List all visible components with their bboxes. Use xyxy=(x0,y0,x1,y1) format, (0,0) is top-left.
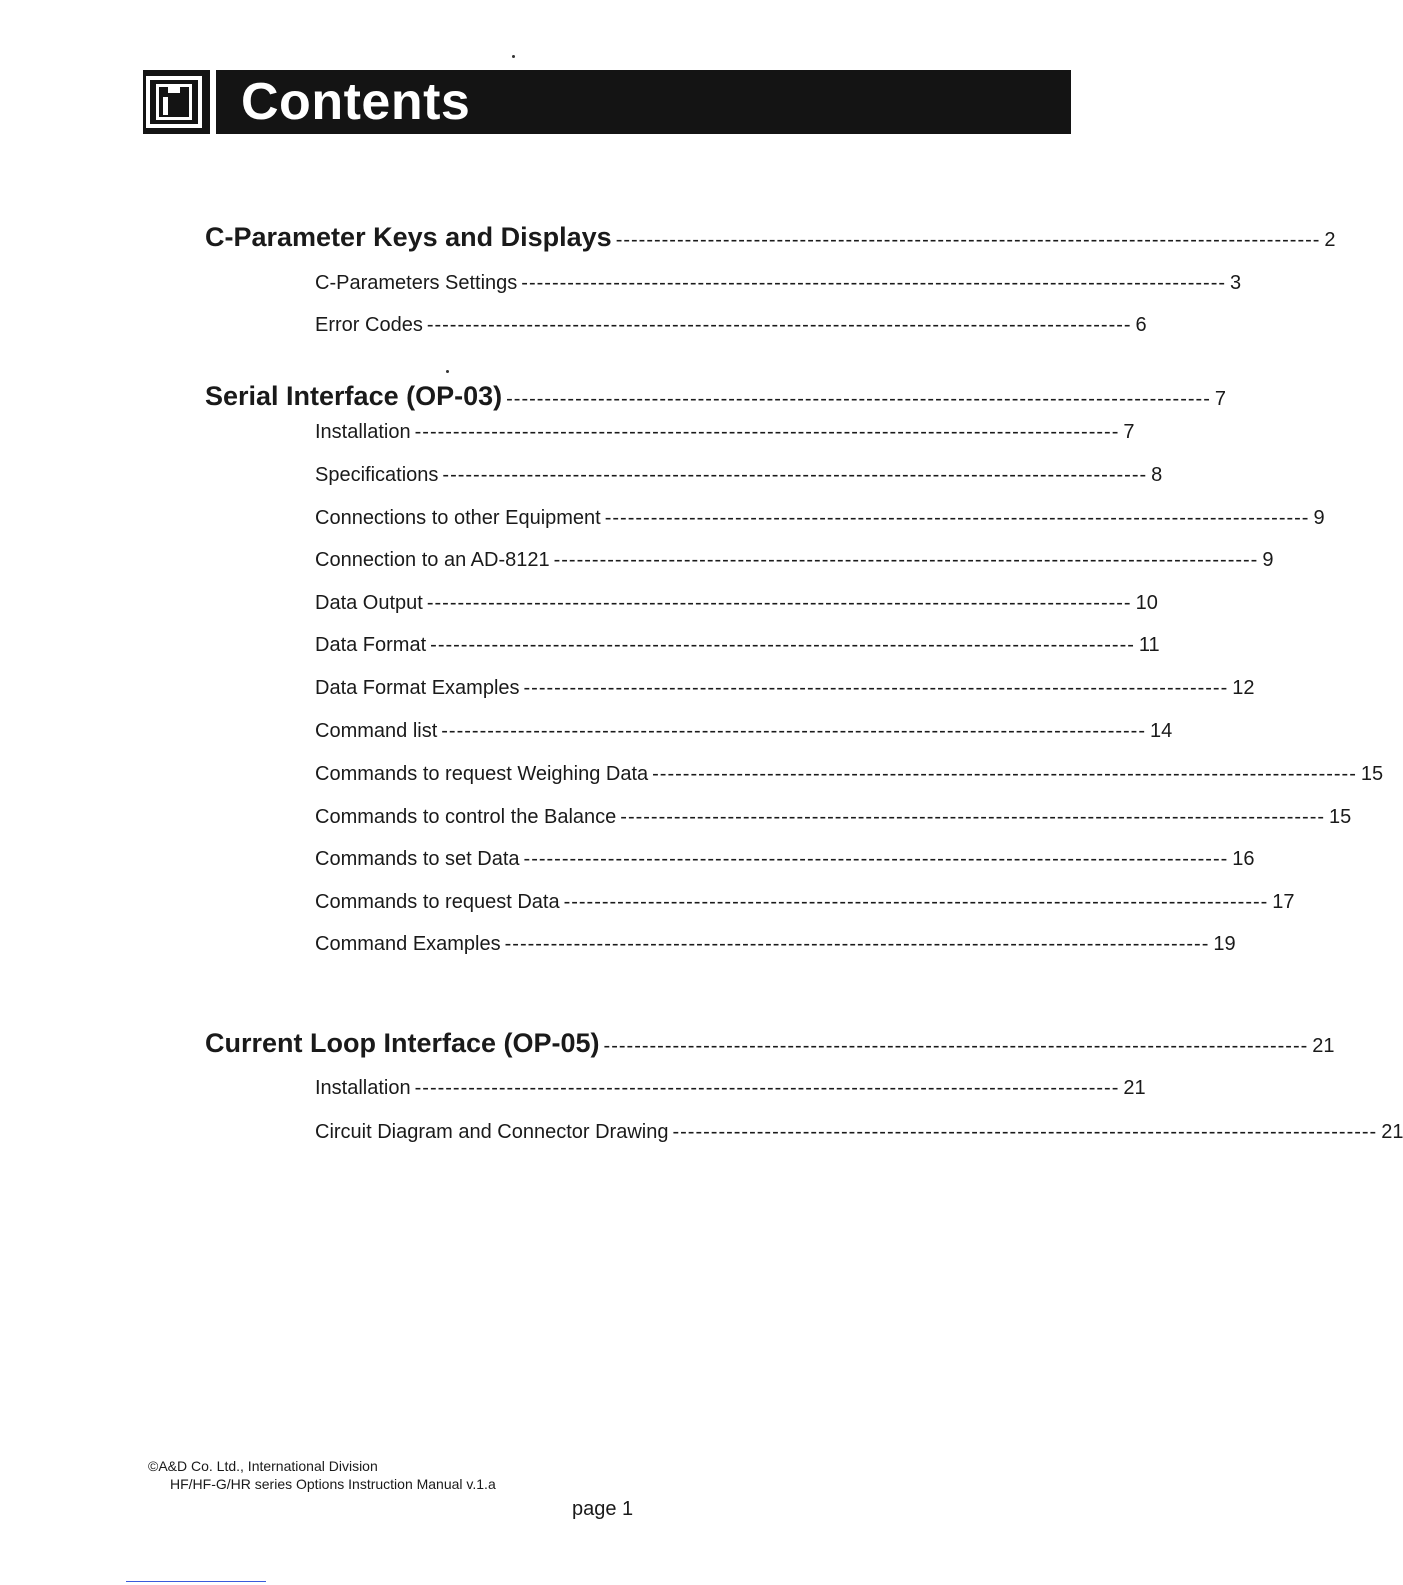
toc-item[interactable]: Error Codes -------------------------------------------------------------------------------------------- 6 xyxy=(315,314,1147,336)
dot-leader: -------------------------------------------------------------------------------------------- xyxy=(620,806,1326,828)
dot-leader: -------------------------------------------------------------------------------------------- xyxy=(563,891,1269,913)
dot-leader: -------------------------------------------------------------------------------------------- xyxy=(553,549,1259,571)
toc-page-number: 7 xyxy=(1214,388,1226,410)
toc-section-title: Serial Interface (OP-03) xyxy=(205,381,503,411)
weight-icon xyxy=(146,76,202,128)
dot-leader: -------------------------------------------------------------------------------------------- xyxy=(430,634,1135,656)
header-divider xyxy=(210,70,216,134)
toc-item[interactable]: Commands to request Weighing Data -------------------------------------------------------------------------------------------- 15 xyxy=(315,763,1384,785)
footer-manual-title: HF/HF-G/HR series Options Instruction Manual v.1.a xyxy=(170,1476,496,1492)
footnote-rule xyxy=(126,1581,266,1582)
toc-item[interactable]: Command list -------------------------------------------------------------------------------------------- 14 xyxy=(315,720,1173,742)
dot-leader: -------------------------------------------------------------------------------------------- xyxy=(426,592,1132,614)
dot-leader: -------------------------------------------------------------------------------------------- xyxy=(521,272,1227,294)
footer-copyright: ©A&D Co. Ltd., International Division xyxy=(148,1458,378,1474)
toc-section-current-loop[interactable] xyxy=(205,1028,1335,1059)
dot-leader: -------------------------------------------------------------------------------------------- xyxy=(652,763,1357,785)
page-number: page 1 xyxy=(572,1498,634,1520)
dot-leader: -------------------------------------------------------------------------------------------- xyxy=(615,229,1321,251)
dot-leader: -------------------------------------------------------------------------------------------- xyxy=(414,1077,1120,1099)
dot-leader: -------------------------------------------------------------------------------------------- xyxy=(426,314,1132,336)
contents-header xyxy=(143,70,1071,134)
dot-leader: -------------------------------------------------------------------------------------------- xyxy=(672,1121,1378,1143)
dot-leader: -------------------------------------------------------------------------------------------- xyxy=(604,507,1310,529)
scan-speck xyxy=(512,55,515,58)
page-title: Contents xyxy=(241,73,471,131)
dot-leader: -------------------------------------------------------------------------------------------- xyxy=(441,720,1146,742)
toc-section-c-parameter[interactable] xyxy=(205,222,1336,253)
toc-item[interactable]: Commands to set Data -------------------------------------------------------------------------------------------- 16 xyxy=(315,848,1255,870)
toc-item[interactable]: Data Output -------------------------------------------------------------------------------------------- 10 xyxy=(315,592,1158,614)
toc-item[interactable]: C-Parameters Settings -------------------------------------------------------------------------------------------- 3 xyxy=(315,272,1242,294)
dot-leader: -------------------------------------------------------------------------------------------- xyxy=(414,421,1120,443)
dot-leader: -------------------------------------------------------------------------------------------- xyxy=(523,677,1229,699)
toc-item[interactable]: Installation -------------------------------------------------------------------------------------------- 7 xyxy=(315,421,1135,443)
toc-page-number: 2 xyxy=(1324,229,1336,251)
toc-item[interactable]: Data Format -------------------------------------------------------------------------------------------- 11 xyxy=(315,634,1160,656)
toc-section-title: Current Loop Interface (OP-05) xyxy=(205,1028,600,1058)
toc-item[interactable]: Specifications -------------------------------------------------------------------------------------------- 8 xyxy=(315,464,1163,486)
toc-item[interactable]: Commands to control the Balance -------------------------------------------------------------------------------------------- 15 xyxy=(315,806,1352,828)
toc-item[interactable]: Command Examples -------------------------------------------------------------------------------------------- 19 xyxy=(315,933,1236,955)
toc-section-serial-interface[interactable] xyxy=(205,381,1226,412)
toc-item[interactable]: Connections to other Equipment -------------------------------------------------------------------------------------------- 9 xyxy=(315,507,1325,529)
scan-speck xyxy=(446,370,449,373)
dot-leader: -------------------------------------------------------------------------------------------- xyxy=(506,388,1211,410)
toc-page-number: 21 xyxy=(1312,1035,1335,1057)
dot-leader: -------------------------------------------------------------------------------------------- xyxy=(523,848,1229,870)
toc-item[interactable]: Data Format Examples -------------------------------------------------------------------------------------------- 12 xyxy=(315,677,1255,699)
dot-leader: -------------------------------------------------------------------------------------------- xyxy=(442,464,1148,486)
toc-section-title: C-Parameter Keys and Displays xyxy=(205,222,612,252)
dot-leader: -------------------------------------------------------------------------------------------- xyxy=(504,933,1210,955)
dot-leader: -------------------------------------------------------------------------------------------- xyxy=(603,1035,1309,1057)
toc-item[interactable]: Circuit Diagram and Connector Drawing -------------------------------------------------------------------------------------------- 21 xyxy=(315,1121,1403,1143)
toc-item[interactable]: Commands to request Data -------------------------------------------------------------------------------------------- 17 xyxy=(315,891,1295,913)
toc-item[interactable]: Connection to an AD-8121 -------------------------------------------------------------------------------------------- 9 xyxy=(315,549,1274,571)
toc-item[interactable]: Installation -------------------------------------------------------------------------------------------- 21 xyxy=(315,1077,1146,1099)
